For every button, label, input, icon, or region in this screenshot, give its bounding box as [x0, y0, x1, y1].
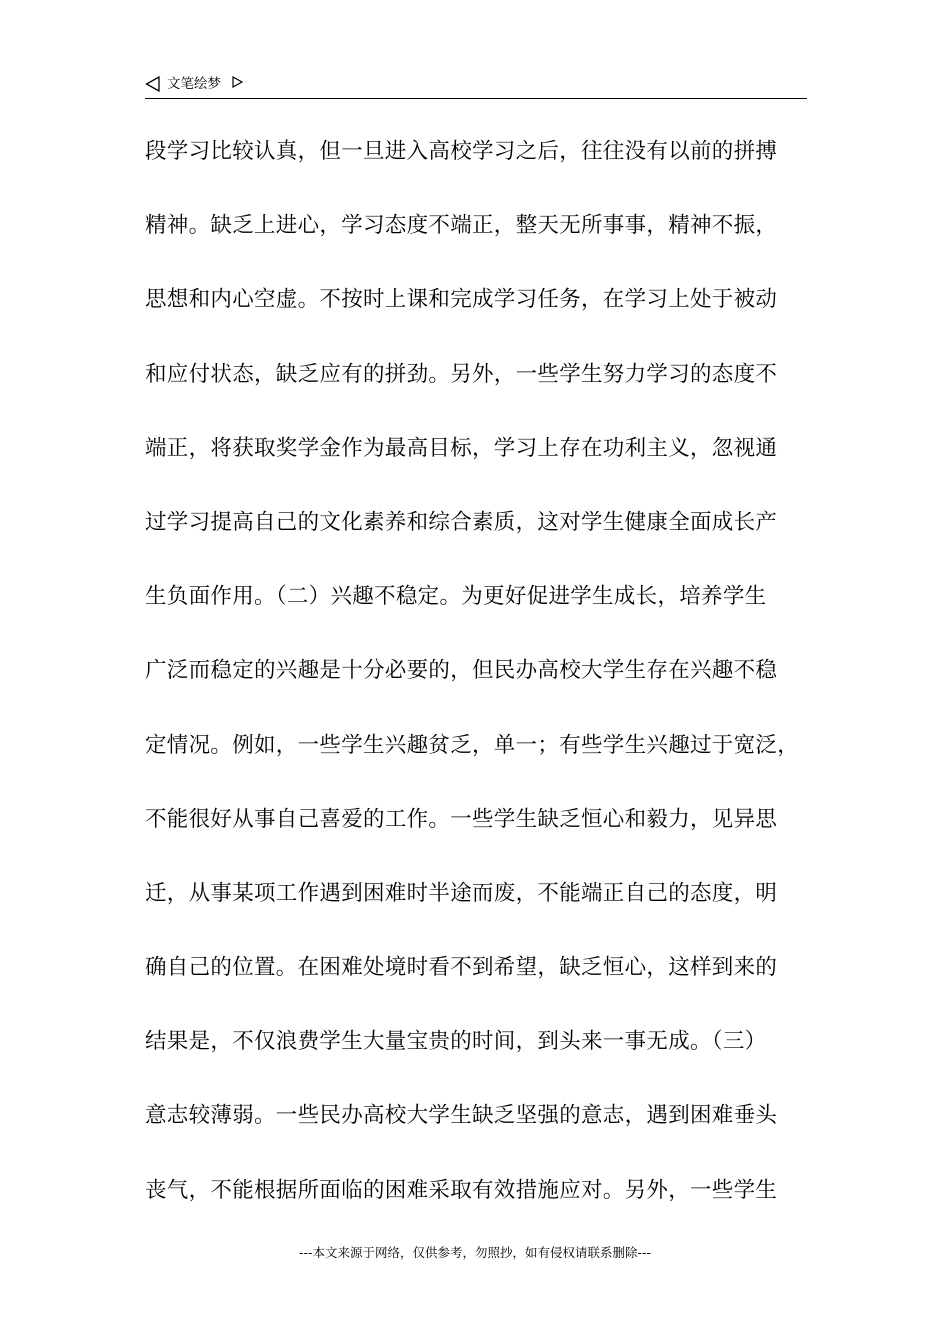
body-text — [145, 126, 825, 1239]
text-line: 和应付状态，缺乏应有的拼劲。另外，一些学生努力学习的态度不 — [145, 361, 778, 387]
right-triangle-icon — [232, 76, 244, 89]
text-line: 思想和内心空虚。不按时上课和完成学习任务，在学习上处于被动 — [145, 287, 778, 313]
text-line: 意志较薄弱。一些民办高校大学生缺乏坚强的意志，遇到困难垂头 — [145, 1103, 778, 1129]
text-line: 定情况。例如，一些学生兴趣贫乏，单一；有些学生兴趣过于宽泛， — [145, 732, 800, 758]
text-line: 确自己的位置。在困难处境时看不到希望，缺乏恒心，这样到来的 — [145, 955, 778, 981]
text-line: 广泛而稳定的兴趣是十分必要的，但民办高校大学生存在兴趣不稳 — [145, 658, 778, 684]
text-line: 过学习提高自己的文化素养和综合素质，这对学生健康全面成长产 — [145, 509, 778, 535]
text-line: 丧气，不能根据所面临的困难采取有效措施应对。另外，一些学生 — [145, 1177, 778, 1203]
page-header — [145, 74, 807, 99]
text-line: 段学习比较认真，但一旦进入高校学习之后，往往没有以前的拼搏 — [145, 139, 778, 164]
footer-notice: ---本文来源于网络，仅供参考，勿照抄，如有侵权请联系删除--- — [298, 1245, 652, 1260]
text-line: 精神。缺乏上进心，学习态度不端正，整天无所事事，精神不振， — [145, 213, 778, 239]
text-line: 结果是，不仅浪费学生大量宝贵的时间，到头来一事无成。（三） — [145, 1029, 767, 1055]
text-line: 不能很好从事自己喜爱的工作。一些学生缺乏恒心和毅力，见异思 — [145, 806, 778, 832]
text-line: 端正，将获取奖学金作为最高目标，学习上存在功利主义，忽视通 — [145, 435, 778, 461]
text-line: 生负面作用。（二）兴趣不稳定。为更好促进学生成长，培养学生 — [145, 584, 767, 610]
left-triangle-icon — [145, 76, 161, 92]
header-title: 文笔绘梦 — [167, 76, 221, 92]
text-line: 迁，从事某项工作遇到困难时半途而废，不能端正自己的态度，明 — [145, 880, 778, 906]
